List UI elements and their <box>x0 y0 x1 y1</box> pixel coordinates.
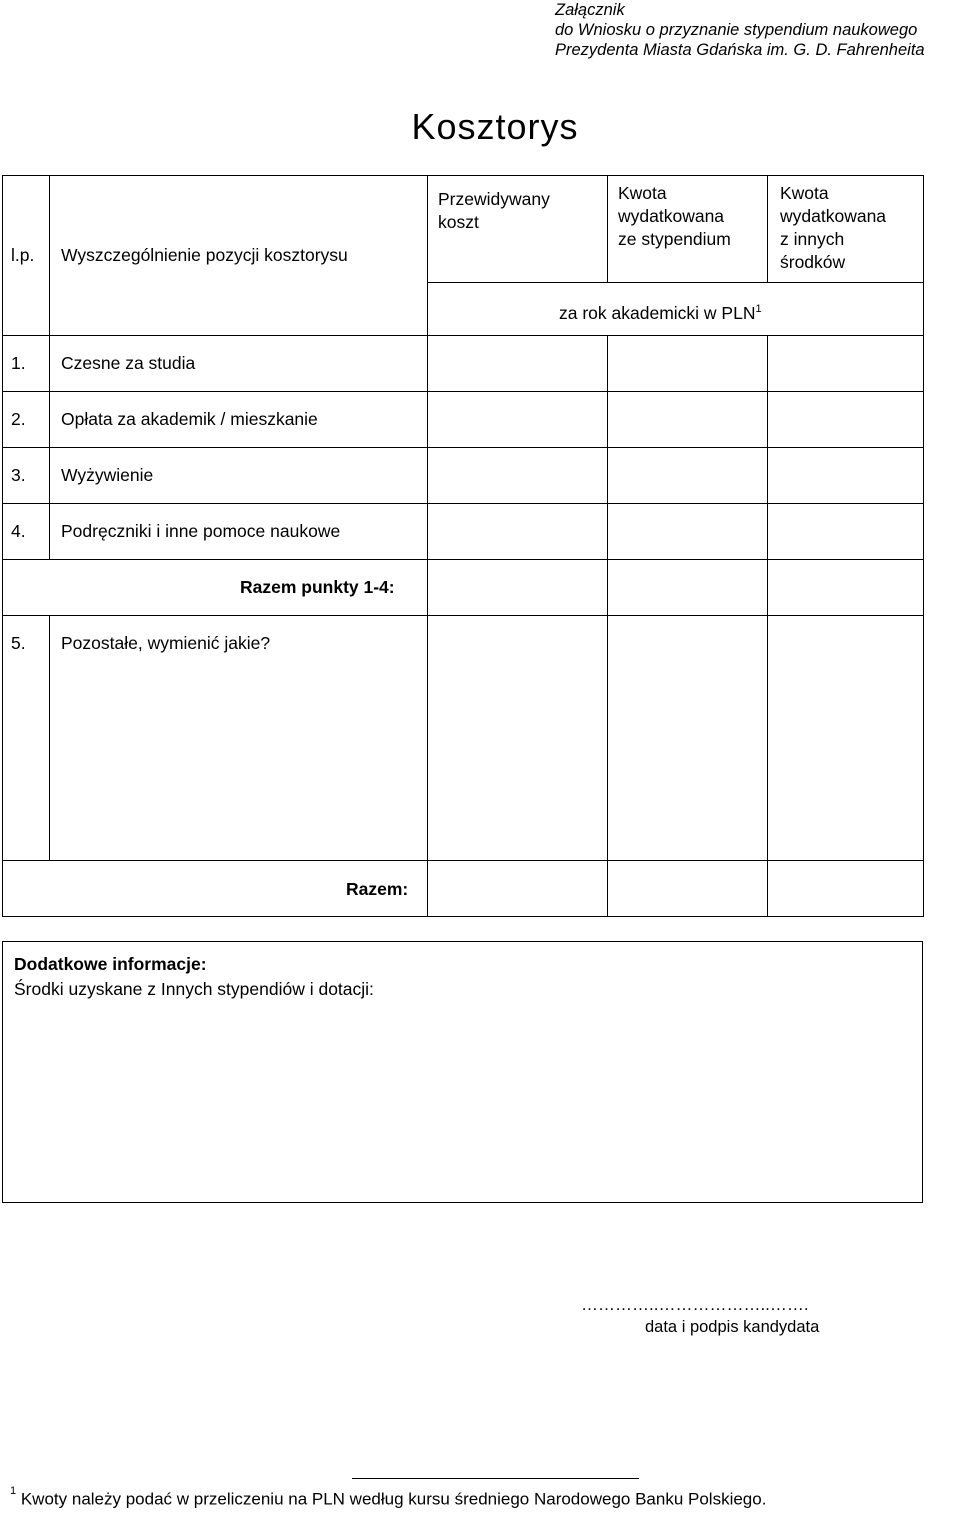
header-item: Wyszczególnienie pozycji kosztorysu <box>61 245 348 265</box>
signature-label: data i podpis kandydata <box>645 1318 820 1336</box>
annex-header <box>555 0 925 60</box>
stipend-column-divider <box>767 175 768 283</box>
header-period: za rok akademicki w PLN$^1$ <box>559 302 762 323</box>
item-column-divider <box>427 175 428 917</box>
row-number: 4. <box>11 521 26 541</box>
row-number: 2. <box>11 409 26 429</box>
info-text: Środki uzyskane z Innych stypendiów i dotacji: <box>14 979 374 999</box>
lp-column-divider <box>49 615 50 861</box>
subtotal-label: Razem punkty 1-4: <box>240 577 395 597</box>
header-bottom-border <box>2 335 924 336</box>
footnote <box>10 1485 767 1510</box>
row-number: 5. <box>11 633 26 653</box>
document-title: Kosztorys <box>411 106 579 147</box>
stipend-column-divider <box>767 335 768 917</box>
annex-line-3: Prezydenta Miasta Gdańska im. G. D. Fahrenheita <box>555 41 925 59</box>
header-stipend-amount: Kwota wydatkowana ze stypendium <box>618 183 731 249</box>
annex-line-1: Załącznik <box>555 1 625 19</box>
footnote-separator <box>352 1478 639 1479</box>
annex-line-2: do Wniosku o przyznanie stypendium naukowego <box>555 21 918 39</box>
footnote-mark: 1 <box>10 1485 17 1497</box>
row-number: 3. <box>11 465 26 485</box>
row-number: 1. <box>11 353 26 373</box>
table-bottom-border <box>2 916 924 917</box>
row-label: Wyżywienie <box>61 465 154 485</box>
header-divider <box>427 282 924 283</box>
row-divider <box>2 391 924 392</box>
table-right-border <box>923 175 924 917</box>
row-label: Czesne za studia <box>61 353 196 373</box>
planned-column-divider <box>607 335 608 917</box>
row-divider <box>2 447 924 448</box>
header-other-amount: Kwota wydatkowana z innych środków <box>780 183 887 272</box>
row-divider <box>2 559 924 560</box>
row-divider <box>2 860 924 861</box>
total-label: Razem: <box>346 879 409 899</box>
row-label: Pozostałe, wymienić jakie? <box>61 633 271 653</box>
row-label: Opłata za akademik / mieszkanie <box>61 409 318 429</box>
signature-line: …………..………………..……. <box>581 1295 809 1314</box>
row-divider <box>2 615 924 616</box>
additional-info-box <box>2 941 923 1203</box>
table-left-border <box>2 175 3 917</box>
info-heading: Dodatkowe informacje: <box>14 954 207 974</box>
planned-column-divider <box>607 175 608 283</box>
header-planned-cost: Przewidywany koszt <box>438 189 550 232</box>
table-top-border <box>2 175 924 176</box>
lp-column-divider <box>49 175 50 560</box>
header-lp: l.p. <box>11 245 35 265</box>
footnote-text: Kwoty należy podać w przeliczeniu na PLN według kursu średniego Narodowego Banku Polskiego. <box>16 1489 767 1509</box>
row-divider <box>2 503 924 504</box>
row-label: Podręczniki i inne pomoce naukowe <box>61 521 341 541</box>
footnote-ref: 1 <box>755 303 762 315</box>
